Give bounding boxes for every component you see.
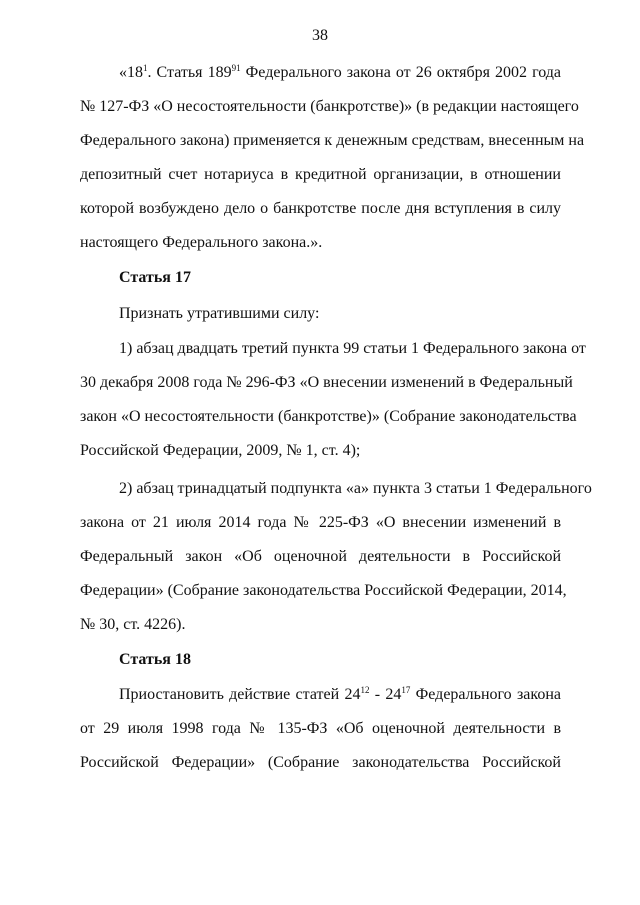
article-17-item-1-line-3: закон «О несостоятельности (банкротстве)» (Собрание законодательства (80, 408, 577, 425)
paragraph-18-1-line-4: депозитный счет нотариуса в кредитной организации, в отношении (80, 166, 561, 183)
paragraph-18-1-line-1: «$18^1$. Статья $189^{91}$ Федерального закона от 26 октября 2002 года (119, 63, 562, 81)
article-17-item-2-line-1: 2) абзац тринадцатый подпункта «а» пункта 3 статьи 1 Федерального (119, 480, 592, 497)
article-18-line-1: Приостановить действие статей $24^{12} - 24^{17}$ Федерального закона (119, 685, 561, 703)
article-17-intro: Признать утратившими силу: (119, 305, 320, 322)
page-number: 38 (312, 27, 328, 44)
article-17-item-1-line-2: 30 декабря 2008 года № 296-ФЗ «О внесении изменений в Федеральный (80, 374, 573, 391)
superscript: 1 (143, 63, 148, 73)
article-17-item-2-line-5: № 30, ст. 4226). (80, 616, 186, 633)
article-17-item-1-line-4: Российской Федерации, 2009, № 1, ст. 4); (80, 442, 361, 459)
paragraph-18-1-line-2: № 127-ФЗ «О несостоятельности (банкротстве)» (в редакции настоящего (80, 98, 579, 115)
paragraph-18-1-line-6: настоящего Федерального закона.». (80, 234, 323, 251)
article-17-item-2-line-2: закона от 21 июля 2014 года № 225-ФЗ «О внесении изменений в (80, 514, 561, 531)
paragraph-18-1-line-3: Федерального закона) применяется к денежным средствам, внесенным на (80, 132, 585, 149)
superscript: 91 (231, 63, 241, 73)
paragraph-18-1-line-5: которой возбуждено дело о банкротстве после дня вступления в силу (80, 200, 561, 217)
article-18-line-3: Российской Федерации» (Собрание законодательства Российской (80, 754, 561, 771)
article-17-heading: Статья 17 (119, 269, 191, 286)
article-18-heading: Статья 18 (119, 651, 191, 668)
superscript: 12 (360, 685, 370, 695)
article-18-line-2: от 29 июля 1998 года № 135-ФЗ «Об оценочной деятельности в (80, 720, 561, 737)
article-17-item-2-line-3: Федеральный закон «Об оценочной деятельности в Российской (80, 548, 561, 565)
article-17-item-2-line-4: Федерации» (Собрание законодательства Российской Федерации, 2014, (80, 582, 567, 599)
article-17-item-1-line-1: 1) абзац двадцать третий пункта 99 статьи 1 Федерального закона от (119, 340, 586, 357)
superscript: 17 (401, 685, 411, 695)
